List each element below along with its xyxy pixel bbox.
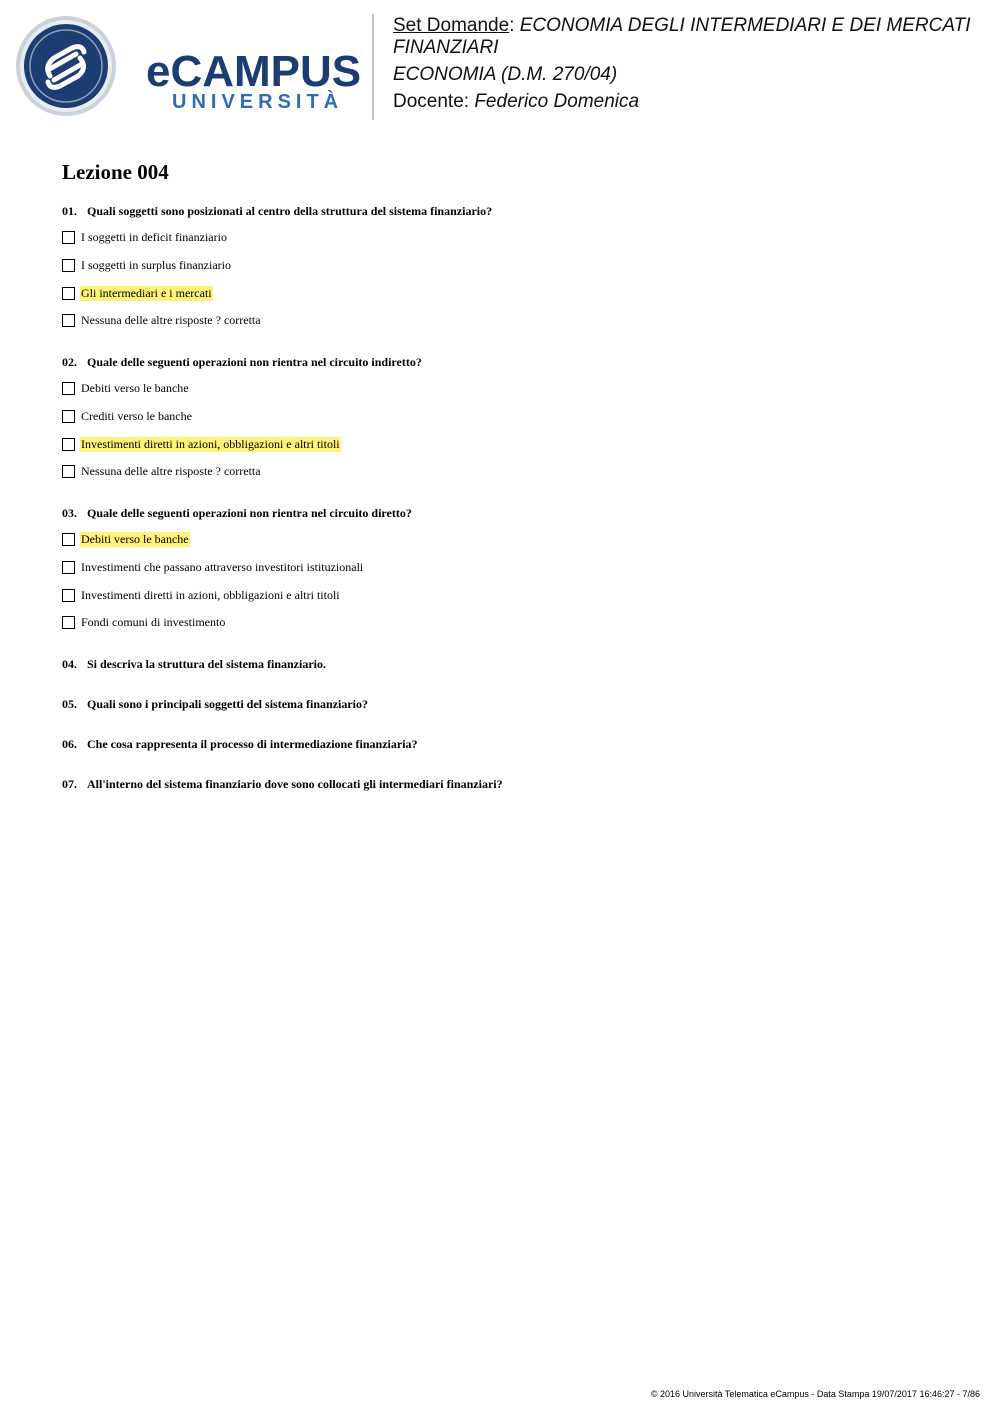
highlighted-answer: Debiti verso le banche [81,532,189,546]
highlighted-answer: Investimenti diretti in azioni, obbligazioni e altri titoli [81,437,340,451]
lesson-title: Lezione 004 [62,160,169,184]
page-footer: © 2016 Università Telematica eCampus - Data Stampa 19/07/2017 16:46:27 - 7/86 [650,1389,980,1399]
checkbox[interactable] [62,533,75,546]
checkbox[interactable] [62,438,75,451]
question-06: 06. Che cosa rappresenta il processo di intermediazione finanziaria? [62,737,418,751]
question-04: 04. Si descriva la struttura del sistema finanziario. [62,657,326,671]
checkbox[interactable] [62,382,75,395]
highlighted-answer: Gli intermediari e i mercati [81,286,212,300]
checkbox[interactable] [62,231,75,244]
course-name: ECONOMIA (D.M. 270/04) [393,64,618,85]
logo-wordmark: eCAMPUS [146,47,362,96]
checkbox[interactable] [62,561,75,574]
question-05: 05. Quali sono i principali soggetti del sistema finanziario? [62,697,369,711]
set-title-line2: FINANZIARI [393,37,499,58]
question-03: 03. Quale delle seguenti operazioni non rientra nel circuito diretto? [62,506,412,520]
checkbox[interactable] [62,616,75,629]
question-02: 02. Quale delle seguenti operazioni non rientra nel circuito indiretto? [62,355,422,369]
logo-subtitle: UNIVERSITÀ [172,91,344,113]
checkbox[interactable] [62,465,75,478]
question-07: 07. All'interno del sistema finanziario dove sono collocati gli intermediari finanziari? [62,777,503,791]
checkbox[interactable] [62,410,75,423]
checkbox[interactable] [62,287,75,300]
checkbox[interactable] [62,589,75,602]
docente-name: Federico Domenica [474,91,640,112]
header-divider [372,14,374,120]
ecampus-logo [14,14,360,118]
docente-label: Docente: [393,91,470,112]
checkbox[interactable] [62,259,75,272]
docente-line [393,91,639,113]
ecampus-seal-icon [14,14,118,118]
question-01: 01. Quali soggetti sono posizionati al centro della struttura del sistema finanziario? [62,204,493,218]
set-title: ECONOMIA DEGLI INTERMEDIARI E DEI MERCATI [519,15,971,36]
set-title-line1: Set Domande: ECONOMIA DEGLI INTERMEDIARI E DEI MERCATI [393,15,971,36]
set-label: Set Domande [393,15,510,36]
checkbox[interactable] [62,314,75,327]
